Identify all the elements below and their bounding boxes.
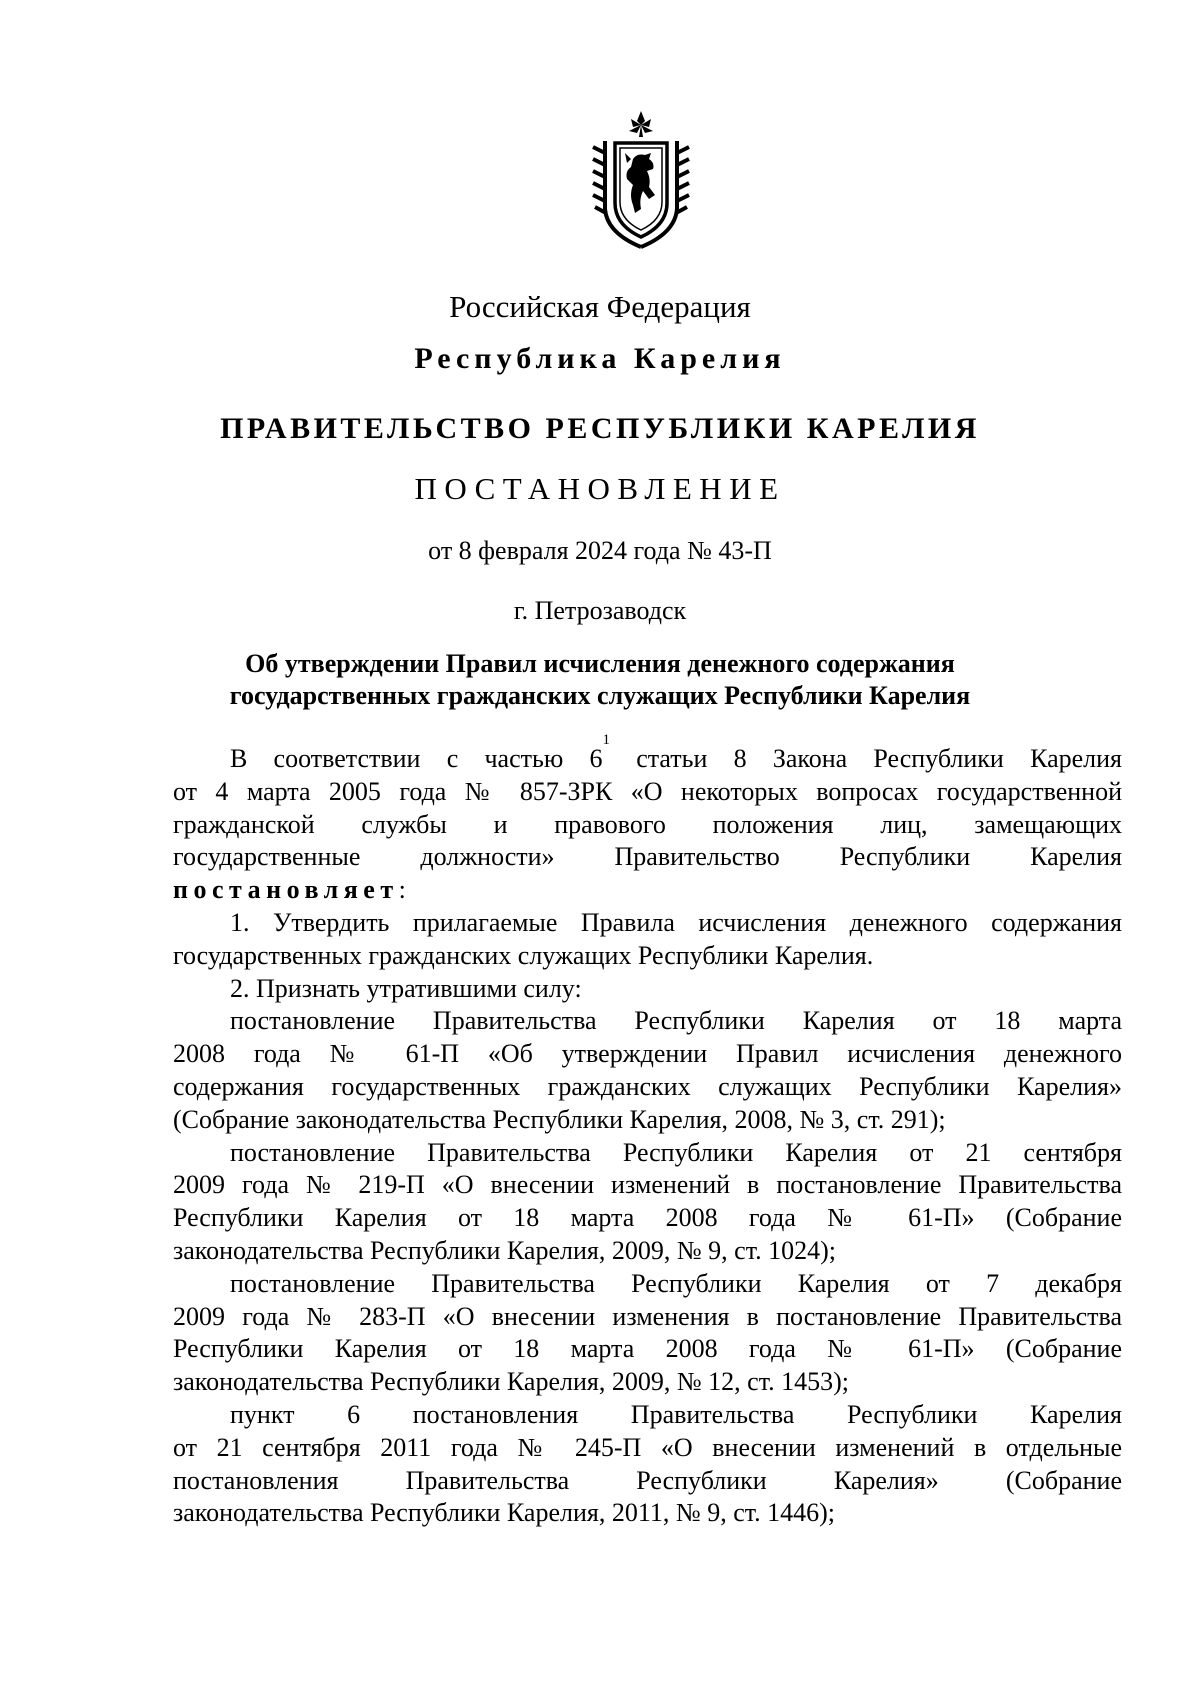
document-date-number: от 8 февраля 2024 года № 43-П bbox=[428, 536, 772, 565]
body-line: государственные должности» Правительство Республики Карелия bbox=[173, 842, 1122, 872]
superscript: 1 bbox=[602, 732, 610, 748]
body-line: постановление Правительства Республики Карелия от 7 декабря bbox=[230, 1268, 1122, 1298]
body-line bbox=[173, 874, 1122, 907]
document-subject bbox=[0, 648, 1200, 712]
body-line: Республики Карелия от 18 марта 2008 года № 61-П» (Собрание bbox=[173, 1334, 1122, 1364]
body-line: 2009 года № 283-П «О внесении изменения в постановление Правительства bbox=[173, 1301, 1122, 1331]
government-title: ПРАВИТЕЛЬСТВО РЕСПУБЛИКИ КАРЕЛИЯ bbox=[220, 412, 980, 445]
subject-line: государственных гражданских служащих Республики Карелия bbox=[229, 681, 971, 710]
body-line: 1. Утвердить прилагаемые Правила исчисления денежного содержания bbox=[230, 907, 1122, 937]
body-line: государственных гражданских служащих Республики Карелия. bbox=[173, 940, 874, 970]
body-line: гражданской службы и правового положения лиц, замещающих bbox=[173, 809, 1122, 839]
country-name: Российская Федерация bbox=[449, 289, 751, 324]
body-line: от 21 сентября 2011 года № 245-П «О внесении изменений в отдельные bbox=[173, 1432, 1122, 1462]
subject-line: Об утверждении Правил исчисления денежного содержания bbox=[245, 649, 955, 678]
body-line: Республики Карелия от 18 марта 2008 года № 61-П» (Собрание bbox=[173, 1203, 1122, 1233]
body-line: законодательства Республики Карелия, 2009, № 9, ст. 1024); bbox=[173, 1235, 836, 1265]
document-body bbox=[173, 732, 1122, 1530]
body-line: 2. Признать утратившими силу: bbox=[230, 973, 582, 1003]
body-line: (Собрание законодательства Республики Карелия, 2008, № 3, ст. 291); bbox=[173, 1104, 946, 1134]
body-line: 2009 года № 219-П «О внесении изменений в постановление Правительства bbox=[173, 1170, 1122, 1200]
body-line: пункт 6 постановления Правительства Республики Карелия bbox=[230, 1399, 1122, 1429]
resolves-word: постановляет bbox=[173, 875, 399, 905]
body-text: В соответствии с частью 6 bbox=[230, 744, 603, 773]
body-line: постановления Правительства Республики Карелия» (Собрание bbox=[173, 1465, 1122, 1495]
body-line bbox=[173, 732, 1122, 776]
body-text: статьи 8 Закона Республики Карелия bbox=[609, 744, 1122, 773]
body-text: : bbox=[398, 875, 406, 905]
body-line: постановление Правительства Республики Карелия от 18 марта bbox=[230, 1006, 1122, 1036]
karelia-coat-of-arms-icon bbox=[585, 109, 697, 251]
republic-name: Республика Карелия bbox=[414, 342, 786, 375]
document-city: г. Петрозаводск bbox=[513, 596, 687, 625]
body-line: законодательства Республики Карелия, 2009, № 12, ст. 1453); bbox=[173, 1367, 849, 1397]
body-line: содержания государственных гражданских служащих Республики Карелия» bbox=[173, 1071, 1122, 1101]
body-line: законодательства Республики Карелия, 2011, № 9, ст. 1446); bbox=[173, 1498, 836, 1528]
body-line: 2008 года № 61-П «Об утверждении Правил исчисления денежного bbox=[173, 1039, 1122, 1069]
document-type: ПОСТАНОВЛЕНИЕ bbox=[414, 471, 786, 506]
body-line: от 4 марта 2005 года № 857-ЗРК «О некоторых вопросах государственной bbox=[173, 776, 1122, 806]
body-line: постановление Правительства Республики Карелия от 21 сентября bbox=[230, 1137, 1122, 1167]
